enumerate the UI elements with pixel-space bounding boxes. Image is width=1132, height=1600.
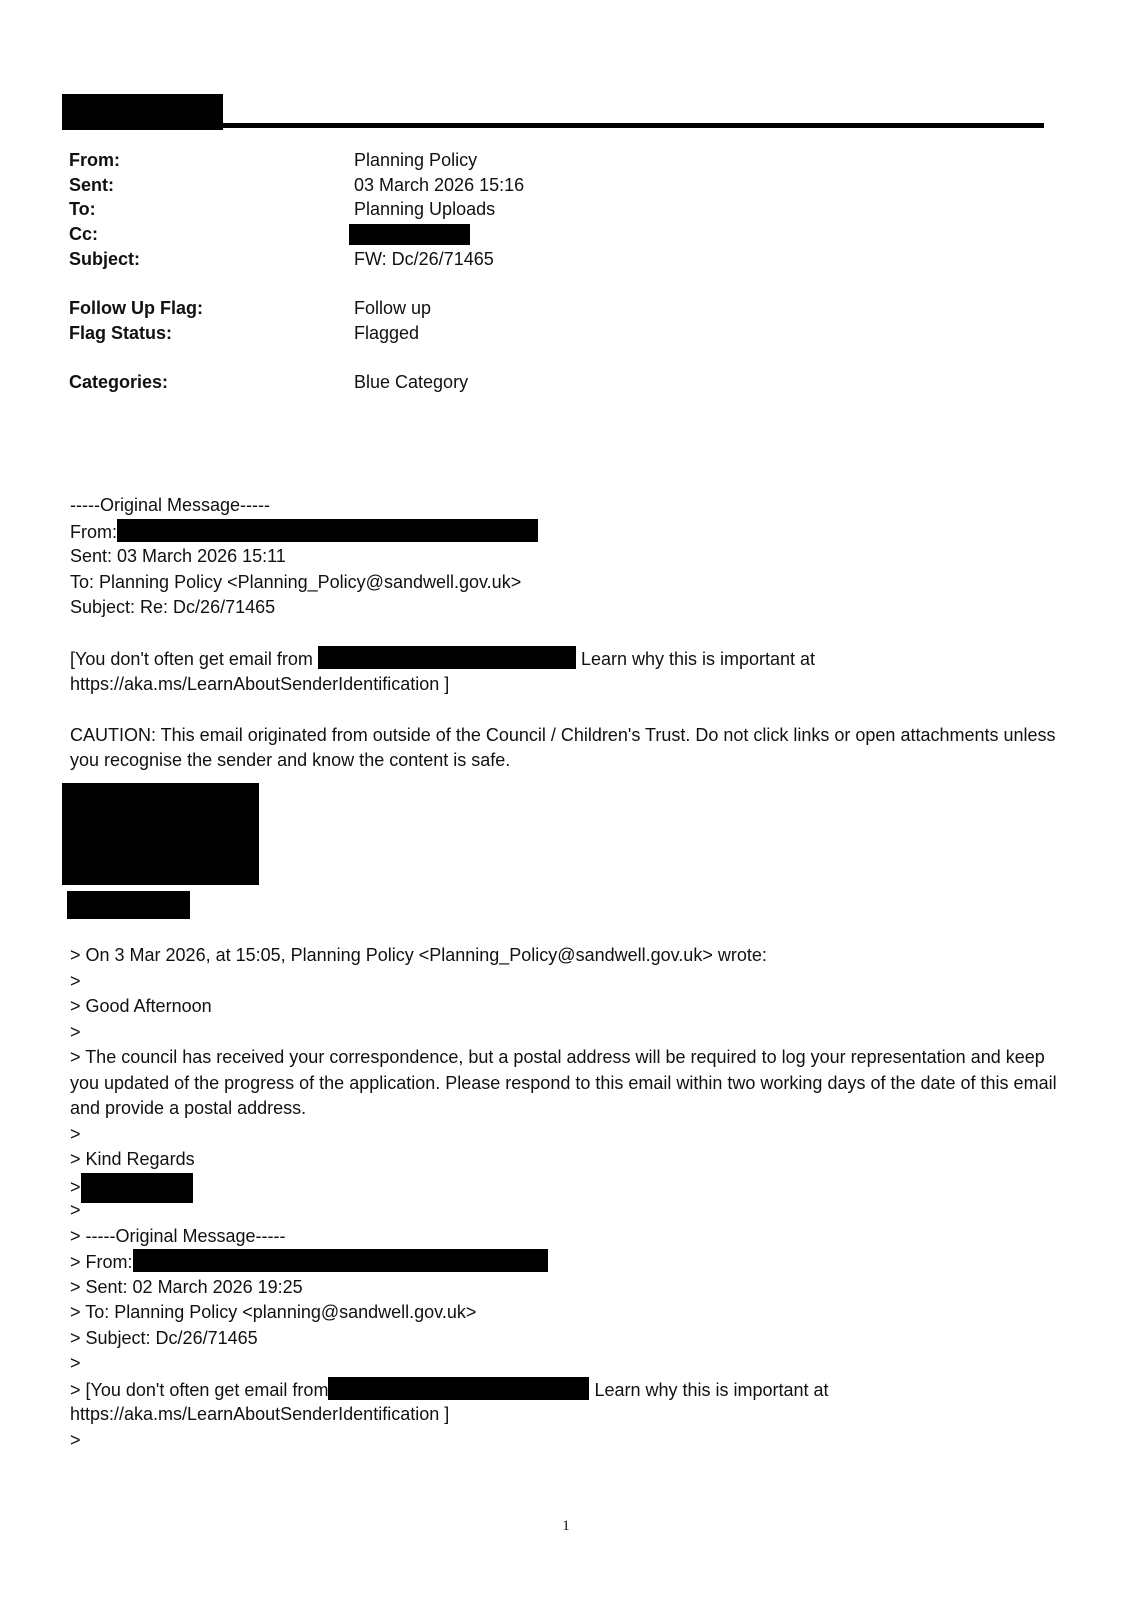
redacted-original-from	[117, 519, 538, 542]
quoted-blank: >	[70, 970, 81, 991]
redacted-cc	[349, 224, 470, 245]
quoted-blank: >	[70, 1123, 81, 1144]
categories-value: Blue Category	[354, 372, 469, 392]
page-number: 1	[562, 1518, 570, 1534]
quoted-sent: > Sent: 02 March 2026 19:25	[70, 1276, 303, 1297]
redacted-sender-email	[318, 646, 576, 669]
quoted-thread	[70, 943, 1070, 1453]
sent-label: Sent:	[69, 175, 114, 195]
quote-marker: >	[70, 1176, 81, 1197]
original-message	[70, 493, 1070, 774]
subject-value: FW: Dc/26/71465	[354, 249, 494, 269]
header-rule	[62, 123, 1044, 128]
redacted-signature-block	[62, 783, 259, 885]
redacted-quoted-sender-email	[328, 1377, 589, 1400]
original-from-label: From:	[70, 521, 117, 542]
redacted-quoted-from	[133, 1249, 548, 1272]
original-separator: -----Original Message-----	[70, 495, 271, 515]
quoted-regards: > Kind Regards	[70, 1149, 195, 1169]
from-label: From:	[69, 150, 120, 170]
quoted-from-line	[70, 1249, 1070, 1275]
quoted-blank: >	[70, 1021, 81, 1042]
quoted-signature-line	[70, 1173, 1070, 1199]
redacted-signature-name	[67, 891, 190, 919]
flag-status-value: Flagged	[354, 323, 420, 343]
redacted-signatory	[81, 1173, 193, 1203]
cc-label: Cc:	[69, 224, 99, 244]
quoted-blank: >	[70, 1429, 81, 1450]
to-label: To:	[69, 199, 96, 219]
original-from-line	[70, 519, 1070, 545]
quoted-blank: >	[70, 1200, 81, 1220]
quoted-blank: >	[70, 1353, 81, 1373]
quoted-notice-link[interactable]: https://aka.ms/LearnAboutSenderIdentification ]	[70, 1404, 450, 1424]
sender-notice-prefix: [You don't often get email from	[70, 649, 318, 669]
quoted-notice-line	[70, 1377, 1070, 1403]
sender-notice-suffix: Learn why this is important at	[580, 649, 816, 669]
flag-status-label: Flag Status:	[69, 323, 173, 343]
quoted-to: > To: Planning Policy <planning@sandwell.gov.uk>	[70, 1302, 477, 1322]
original-to: To: Planning Policy <Planning_Policy@sandwell.gov.uk>	[70, 571, 522, 592]
sender-notice-link[interactable]: https://aka.ms/LearnAboutSenderIdentification ]	[70, 673, 450, 694]
categories-label: Categories:	[69, 372, 169, 392]
sender-notice-line	[70, 646, 1070, 672]
quoted-notice-prefix: > [You don't often get email from	[70, 1379, 329, 1400]
quoted-from-label: > From:	[70, 1252, 133, 1272]
follow-up-flag-value: Follow up	[354, 298, 432, 318]
original-sent: Sent: 03 March 2026 15:11	[70, 546, 286, 566]
subject-label: Subject:	[69, 249, 141, 269]
to-value: Planning Uploads	[354, 199, 496, 219]
quoted-separator: > -----Original Message-----	[70, 1225, 286, 1246]
quoted-notice-suffix: Learn why this is important at	[594, 1379, 829, 1400]
quoted-paragraph: > The council has received your correspondence, but a postal address will be required to log your representation and keep you updated of the progress of the application. Please respond to this email within two working days of the date of this email and provide a postal address.	[70, 1047, 1057, 1118]
caution-text: CAUTION: This email originated from outside of the Council / Children's Trust. Do not click links or open attachments unless you recognise the sender and know the content is safe.	[70, 724, 1056, 770]
quoted-on-line: > On 3 Mar 2026, at 15:05, Planning Policy <Planning_Policy@sandwell.gov.uk> wrote:	[70, 945, 767, 965]
follow-up-flag-label: Follow Up Flag:	[69, 298, 203, 318]
from-value: Planning Policy	[354, 150, 478, 170]
quoted-subject: > Subject: Dc/26/71465	[70, 1327, 258, 1348]
sent-value: 03 March 2026 15:16	[354, 175, 525, 195]
original-subject: Subject: Re: Dc/26/71465	[70, 597, 276, 617]
quoted-greeting: > Good Afternoon	[70, 996, 212, 1016]
